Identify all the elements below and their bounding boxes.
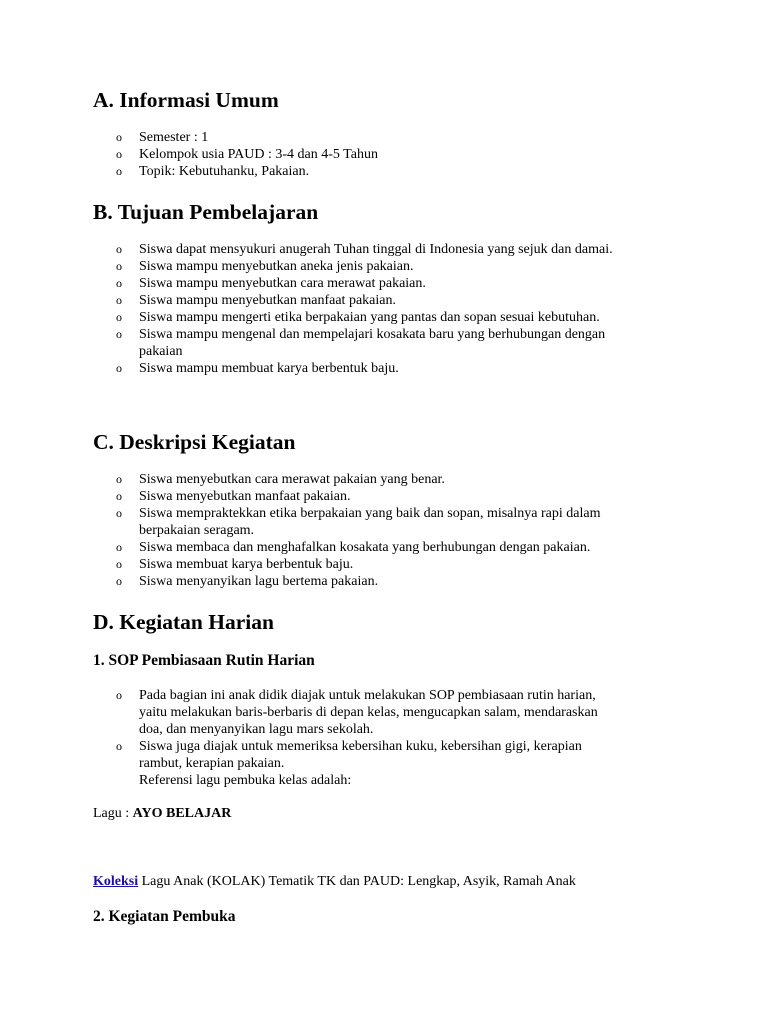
bullet-icon: o bbox=[116, 310, 122, 324]
list-item-text: Siswa membaca dan menghafalkan kosakata yang berhubungan dengan pakaian. bbox=[139, 540, 591, 555]
list-item-text: doa, dan menyanyikan lagu mars sekolah. bbox=[139, 722, 374, 737]
subsection-sop-list bbox=[93, 687, 708, 789]
list-item-text: Pada bagian ini anak didik diajak untuk melakukan SOP pembiasaan rutin harian, bbox=[139, 688, 596, 703]
list-item-text: Siswa menyanyikan lagu bertema pakaian. bbox=[139, 574, 379, 589]
list-item-text: Siswa mampu menyebutkan cara merawat pakaian. bbox=[139, 276, 426, 291]
list-item-text: Kelompok usia PAUD : 3-4 dan 4-5 Tahun bbox=[139, 147, 378, 162]
list-item-text: pakaian bbox=[139, 344, 183, 359]
list-item bbox=[93, 163, 708, 180]
list-item bbox=[93, 309, 708, 326]
section-b-title: B. Tujuan Pembelajaran bbox=[93, 200, 319, 224]
subsection-sop-title: 1. SOP Pembiasaan Rutin Harian bbox=[93, 652, 315, 669]
list-item-text: rambut, kerapian pakaian. bbox=[139, 756, 285, 771]
list-item bbox=[93, 687, 708, 738]
list-item-text: yaitu melakukan baris-berbaris di depan kelas, mengucapkan salam, mendaraskan bbox=[139, 705, 598, 720]
bullet-icon: o bbox=[116, 688, 122, 702]
bullet-icon: o bbox=[116, 540, 122, 554]
section-a-list bbox=[93, 129, 708, 180]
subsection-pembuka-title: 2. Kegiatan Pembuka bbox=[93, 908, 236, 925]
bullet-icon: o bbox=[116, 276, 122, 290]
list-item bbox=[93, 539, 708, 556]
bullet-icon: o bbox=[116, 327, 122, 341]
list-item bbox=[93, 505, 708, 539]
list-item bbox=[93, 573, 708, 590]
bullet-icon: o bbox=[116, 472, 122, 486]
collection-text: Lagu Anak (KOLAK) Tematik TK dan PAUD: Lengkap, Asyik, Ramah Anak bbox=[138, 874, 576, 889]
list-item-text: Siswa juga diajak untuk memeriksa kebersihan kuku, kebersihan gigi, kerapian bbox=[139, 739, 582, 754]
section-c-title: C. Deskripsi Kegiatan bbox=[93, 430, 296, 454]
list-item bbox=[93, 471, 708, 488]
list-item bbox=[93, 146, 708, 163]
section-c-list bbox=[93, 471, 708, 590]
list-item bbox=[93, 556, 708, 573]
list-item-text: Siswa mampu membuat karya berbentuk baju. bbox=[139, 361, 399, 376]
list-item bbox=[93, 241, 708, 258]
list-item bbox=[93, 275, 708, 292]
bullet-icon: o bbox=[116, 506, 122, 520]
list-item-text: Siswa mempraktekkan etika berpakaian yang baik dan sopan, misalnya rapi dalam bbox=[139, 506, 601, 521]
section-b-list bbox=[93, 241, 708, 377]
list-item bbox=[93, 129, 708, 146]
song-title: AYO BELAJAR bbox=[132, 806, 232, 821]
list-item-text: Siswa membuat karya berbentuk baju. bbox=[139, 557, 354, 572]
list-item-text: Siswa mampu mengenal dan mempelajari kosakata baru yang berhubungan dengan bbox=[139, 327, 606, 342]
koleksi-link[interactable]: Koleksi bbox=[93, 874, 139, 889]
list-item bbox=[93, 292, 708, 309]
bullet-icon: o bbox=[116, 164, 122, 178]
song-line bbox=[93, 805, 708, 822]
bullet-icon: o bbox=[116, 574, 122, 588]
list-item-text: Siswa mampu menyebutkan manfaat pakaian. bbox=[139, 293, 396, 308]
collection-line bbox=[93, 873, 708, 890]
list-item-text: Semester : 1 bbox=[139, 130, 209, 145]
list-item-text: Siswa menyebutkan manfaat pakaian. bbox=[139, 489, 351, 504]
list-item bbox=[93, 326, 708, 360]
bullet-icon: o bbox=[116, 489, 122, 503]
bullet-icon: o bbox=[116, 242, 122, 256]
list-item-text: Siswa menyebutkan cara merawat pakaian yang benar. bbox=[139, 472, 445, 487]
bullet-icon: o bbox=[116, 739, 122, 753]
bullet-icon: o bbox=[116, 361, 122, 375]
bullet-icon: o bbox=[116, 259, 122, 273]
list-item-text: Referensi lagu pembuka kelas adalah: bbox=[139, 773, 352, 788]
list-item-text: berpakaian seragam. bbox=[139, 523, 255, 538]
list-item bbox=[93, 360, 708, 377]
bullet-icon: o bbox=[116, 293, 122, 307]
list-item bbox=[93, 738, 708, 789]
section-a-title: A. Informasi Umum bbox=[93, 88, 279, 112]
song-label: Lagu : bbox=[93, 806, 133, 821]
list-item-text: Siswa mampu mengerti etika berpakaian yang pantas dan sopan sesuai kebutuhan. bbox=[139, 310, 600, 325]
list-item-text: Topik: Kebutuhanku, Pakaian. bbox=[139, 164, 310, 179]
list-item bbox=[93, 488, 708, 505]
bullet-icon: o bbox=[116, 147, 122, 161]
bullet-icon: o bbox=[116, 130, 122, 144]
list-item bbox=[93, 258, 708, 275]
list-item-text: Siswa mampu menyebutkan aneka jenis pakaian. bbox=[139, 259, 414, 274]
section-d-title: D. Kegiatan Harian bbox=[93, 610, 274, 634]
bullet-icon: o bbox=[116, 557, 122, 571]
list-item-text: Siswa dapat mensyukuri anugerah Tuhan tinggal di Indonesia yang sejuk dan damai. bbox=[139, 242, 613, 257]
